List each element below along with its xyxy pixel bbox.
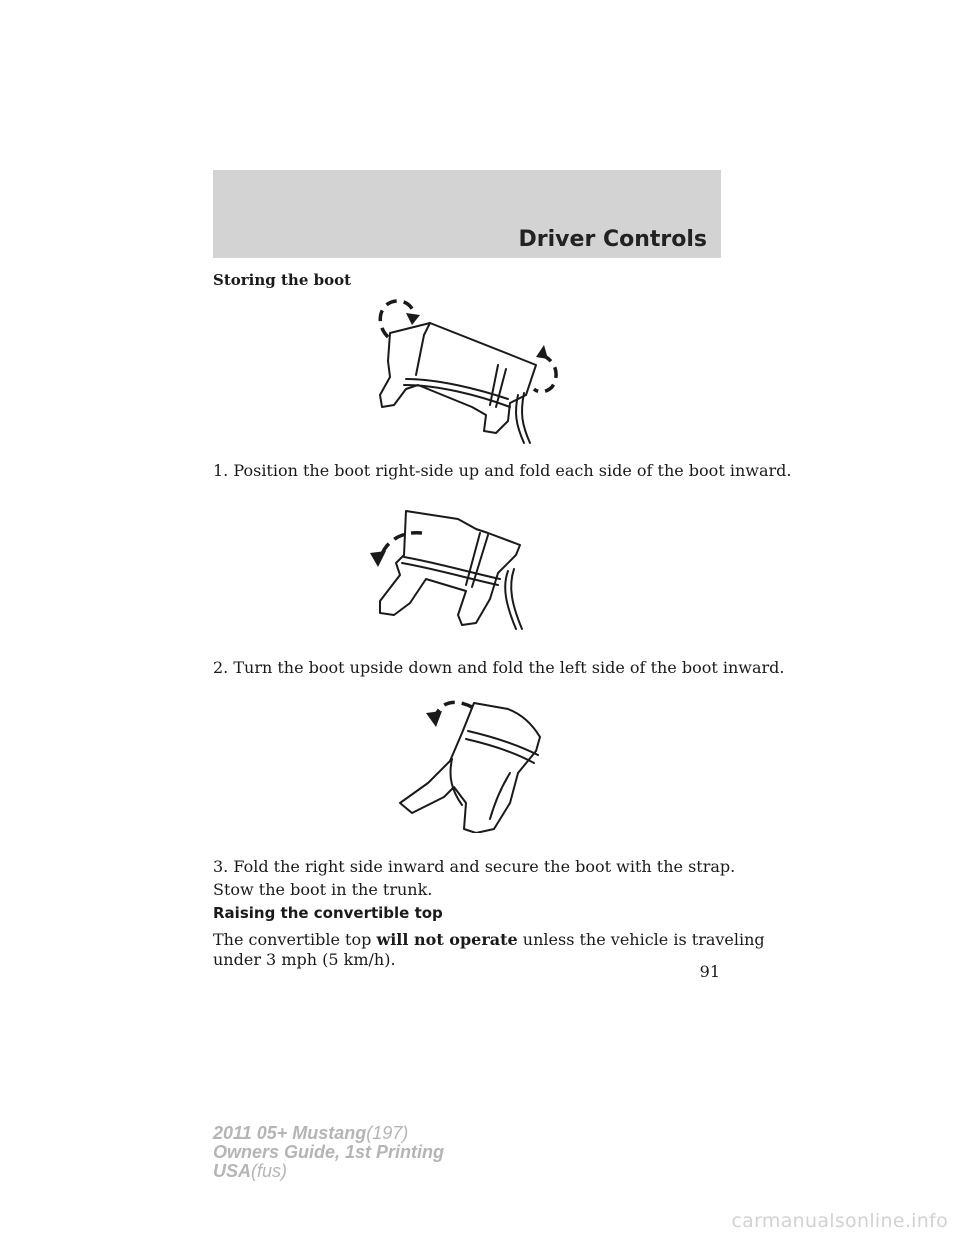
step-1-text: 1. Position the boot right-side up and fold each side of the boot inward. [213,461,792,480]
footer-line-3: USA(fus) [213,1161,288,1181]
footer-line-2: Owners Guide, 1st Printing [213,1142,445,1162]
step-3-text: 3. Fold the right side inward and secure the boot with the strap. [213,857,736,876]
boot-fold-right-illustration [392,693,552,833]
heading-raising-convertible-top: Raising the convertible top [213,904,443,922]
header-band [213,170,721,258]
body-paragraph [213,930,765,970]
step-2-text: 2. Turn the boot upside down and fold the left side of the boot inward. [213,658,785,677]
watermark: carmanualsonline.info [731,1210,948,1232]
body-emphasis: will not operate [376,930,518,949]
footer-print-info [213,1124,444,1181]
section-title: Driver Controls [518,227,707,252]
body-line2: under 3 mph (5 km/h). [213,950,396,969]
body-prefix: The convertible top [213,930,372,949]
footer-line-1: 2011 05+ Mustang(197) [213,1123,409,1143]
page-number: 91 [699,962,720,981]
boot-fold-left-illustration [366,505,536,635]
stow-text: Stow the boot in the trunk. [213,880,433,899]
boot-fold-sides-illustration [368,295,568,455]
heading-storing-the-boot: Storing the boot [213,271,352,289]
body-line1-rest: unless the vehicle is traveling [522,930,765,949]
